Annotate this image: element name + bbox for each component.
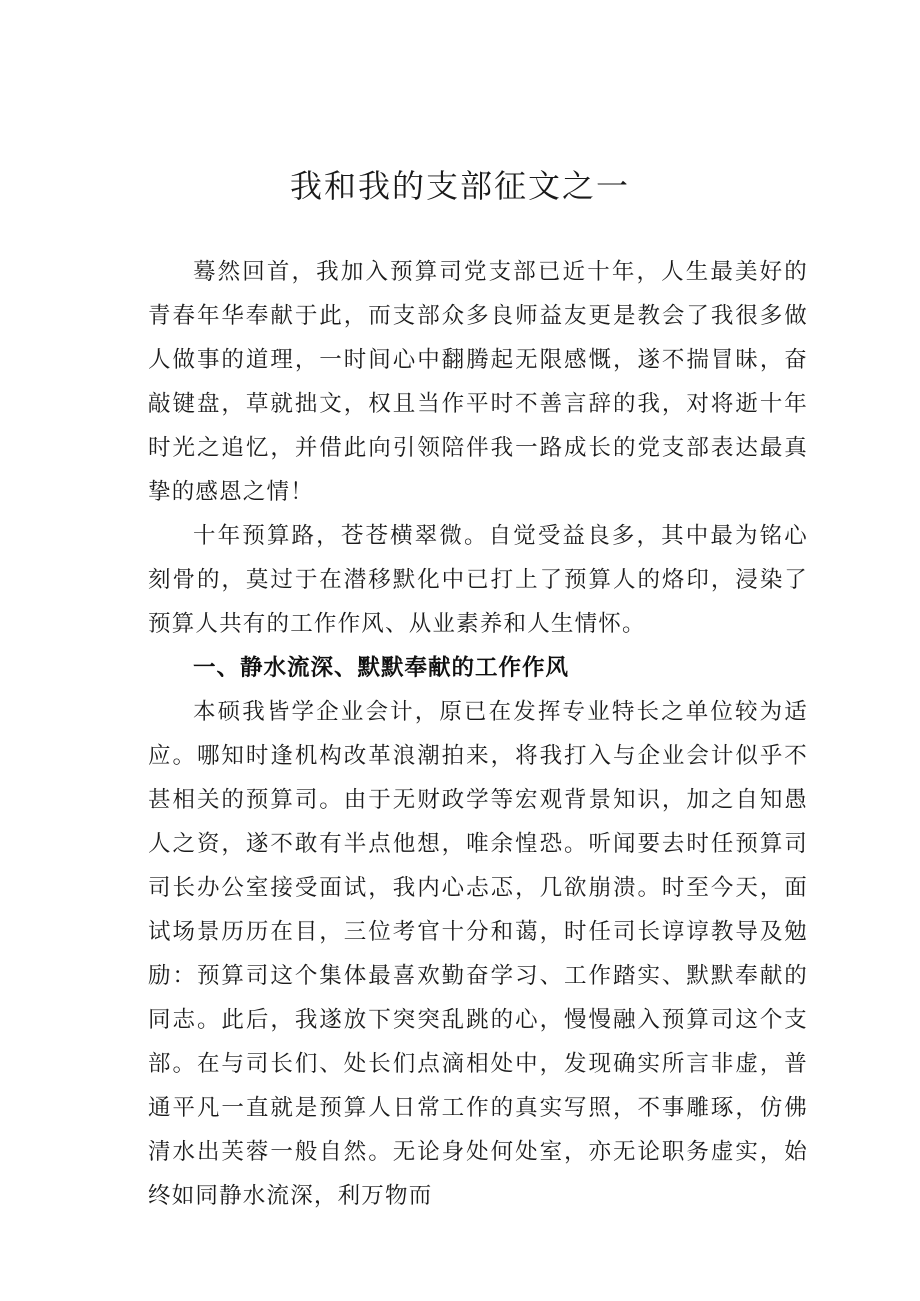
paragraph-section-one: 本硕我皆学企业会计，原已在发挥专业特长之单位较为适应。哪知时逢机构改革浪潮拍来，将我打入与企业会计似乎不甚相关的预算司。由于无财政学等宏观背景知识，加之自知愚人之资，遂不敢有半点他想，唯余惶恐。听闻要去时任预算司司长办公室接受面试，我内心忐忑，几欲崩溃。时至今天，面试场景历历在目，三位考官十分和蔼，时任司长谆谆教导及勉励：预算司这个集体最喜欢勤奋学习、工作踏实、默默奉献的同志。此后，我遂放下突突乱跳的心，慢慢融入预算司这个支部。在与司长们、处长们点滴相处中，发现确实所言非虚，普通平凡一直就是预算人日常工作的真实写照，不事雕琢，仿佛清水出芙蓉一般自然。无论身处何处室，亦无论职务虚实，始终如同静水流深，利万物而	[148, 699, 808, 1209]
document-title: 我和我的支部征文之一	[289, 167, 630, 205]
paragraph-ten-years: 十年预算路，苍苍横翠微。自觉受益良多，其中最为铭心刻骨的，莫过于在潜移默化中已打上了预算人的烙印，浸染了预算人共有的工作作风、从业素养和人生情怀。	[148, 523, 808, 637]
paragraph-intro: 蓦然回首，我加入预算司党支部已近十年，人生最美好的青春年华奉献于此，而支部众多良师益友更是教会了我很多做人做事的道理，一时间心中翻腾起无限感慨，遂不揣冒昧，奋敲键盘，草就拙文，权且当作平时不善言辞的我，对将逝十年时光之追忆，并借此向引领陪伴我一路成长的党支部表达最真挚的感恩之情！	[148, 259, 808, 505]
section-heading: 一、静水流深、默默奉献的工作作风	[193, 655, 570, 681]
document-body	[148, 250, 808, 1218]
